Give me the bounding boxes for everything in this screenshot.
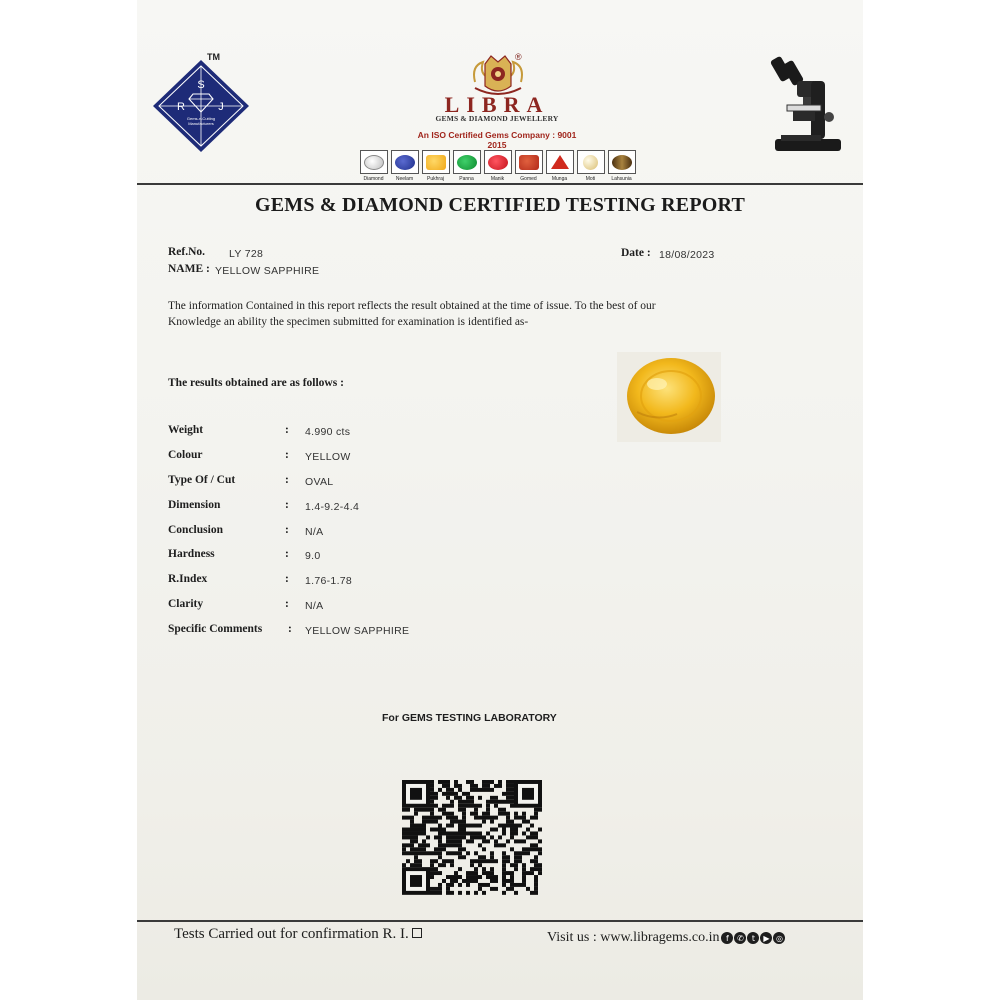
- param-label: Specific Comments: [168, 623, 263, 635]
- svg-text:Gems-n-Cutting: Gems-n-Cutting: [186, 116, 216, 121]
- param-colon: :: [285, 598, 289, 610]
- gem-panna: [452, 150, 481, 182]
- srj-letter-r: R: [177, 101, 185, 113]
- ref-value: LY 728: [229, 248, 264, 260]
- footer-divider: [137, 920, 863, 922]
- whatsapp-icon[interactable]: ✆: [734, 932, 746, 944]
- gem-label: Pukhraj: [427, 176, 444, 182]
- header-divider: [137, 183, 863, 185]
- facebook-icon[interactable]: f: [721, 932, 733, 944]
- youtube-icon[interactable]: ▶: [760, 932, 772, 944]
- param-value: N/A: [305, 600, 324, 612]
- gem-label: Lahsunia: [611, 176, 632, 182]
- diamond-icon: [364, 155, 384, 170]
- gem-neelam: [390, 150, 419, 182]
- intro-line-1: The information Contained in this report reflects the result obtained at the time of issue. To the best of our: [168, 300, 656, 312]
- microscope-icon: [769, 55, 845, 155]
- param-colon: :: [285, 548, 289, 560]
- param-colon: :: [285, 449, 289, 461]
- manik-icon: [488, 155, 508, 170]
- neelam-icon: [395, 155, 415, 170]
- srj-letter-j: J: [218, 101, 224, 113]
- moti-icon: [583, 155, 598, 170]
- gem-label: Munga: [551, 176, 568, 182]
- srj-logo: [151, 60, 251, 152]
- website-link[interactable]: Visit us : www.libragems.co.in: [547, 930, 720, 945]
- twitter-icon[interactable]: t: [747, 932, 759, 944]
- srj-letter-s: S: [197, 79, 205, 91]
- svg-text:Manufacturers: Manufacturers: [188, 121, 214, 126]
- gem-label: Gomed: [520, 176, 537, 182]
- param-label: Clarity: [168, 598, 204, 610]
- footer-visit: [547, 930, 785, 946]
- param-colon: :: [285, 573, 289, 585]
- tests-note-text: Tests Carried out for confirmation R. I.: [174, 926, 409, 942]
- lab-signature: For GEMS TESTING LABORATORY: [382, 712, 557, 724]
- qr-code[interactable]: [402, 780, 542, 895]
- param-label: R.Index: [168, 573, 208, 585]
- date-label: Date :: [621, 247, 651, 259]
- gem-label: Moti: [585, 176, 596, 182]
- munga-icon: [550, 154, 570, 170]
- gomed-icon: [519, 155, 539, 170]
- param-label: Dimension: [168, 499, 221, 511]
- panna-icon: [457, 155, 477, 170]
- param-label: Hardness: [168, 548, 215, 560]
- param-value: 9.0: [305, 550, 321, 562]
- footer-tests-note: [174, 926, 422, 943]
- name-label: NAME :: [168, 263, 210, 275]
- param-value: N/A: [305, 526, 324, 538]
- results-heading: The results obtained are as follows :: [168, 377, 344, 389]
- param-label: Weight: [168, 424, 204, 436]
- gem-icon-row: [359, 150, 636, 182]
- param-label: Colour: [168, 449, 203, 461]
- social-icons: [721, 932, 785, 944]
- iso-certification: An ISO Certified Gems Company : 9001 2015: [417, 130, 577, 150]
- ri-checkbox[interactable]: [412, 928, 422, 938]
- gem-label: Neelam: [395, 176, 414, 182]
- param-value: 4.990 cts: [305, 426, 351, 438]
- gem-label: Manik: [490, 176, 505, 182]
- param-colon: :: [285, 474, 289, 486]
- param-value: 1.76-1.78: [305, 575, 353, 587]
- gem-munga: [545, 150, 574, 182]
- certificate-sheet: [137, 0, 863, 1000]
- trademark-mark: TM: [207, 52, 220, 62]
- param-value: YELLOW SAPPHIRE: [305, 625, 410, 637]
- brand-name: LIBRA: [444, 92, 550, 117]
- intro-line-2: Knowledge an ability the specimen submitted for examination is identified as-: [168, 316, 529, 328]
- param-value: 1.4-9.2-4.4: [305, 501, 360, 513]
- intro-paragraph: [168, 298, 788, 330]
- gem-pukhraj: [421, 150, 450, 182]
- gem-label: Panna: [459, 176, 474, 182]
- param-colon: :: [285, 524, 289, 536]
- gem-moti: [576, 150, 605, 182]
- param-colon: :: [285, 499, 289, 511]
- name-value: YELLOW SAPPHIRE: [215, 265, 320, 277]
- lahsunia-icon: [612, 155, 632, 170]
- param-label: Type Of / Cut: [168, 474, 236, 486]
- registered-mark: ®: [515, 52, 522, 62]
- pukhraj-icon: [426, 155, 446, 170]
- gem-lahsunia: [607, 150, 636, 182]
- param-label: Conclusion: [168, 524, 223, 536]
- gem-label: Diamond: [363, 176, 384, 182]
- gem-diamond: [359, 150, 388, 182]
- param-value: OVAL: [305, 476, 334, 488]
- report-title: GEMS & DIAMOND CERTIFIED TESTING REPORT: [255, 194, 745, 216]
- brand-subtitle: GEMS & DIAMOND JEWELLERY: [435, 114, 559, 123]
- param-colon: :: [288, 623, 292, 635]
- gem-manik: [483, 150, 512, 182]
- date-value: 18/08/2023: [659, 249, 715, 261]
- instagram-icon[interactable]: ◎: [773, 932, 785, 944]
- gem-gomed: [514, 150, 543, 182]
- param-colon: :: [285, 424, 289, 436]
- ref-label: Ref.No.: [168, 246, 206, 258]
- param-value: YELLOW: [305, 451, 351, 463]
- gemstone-photo: [617, 352, 721, 442]
